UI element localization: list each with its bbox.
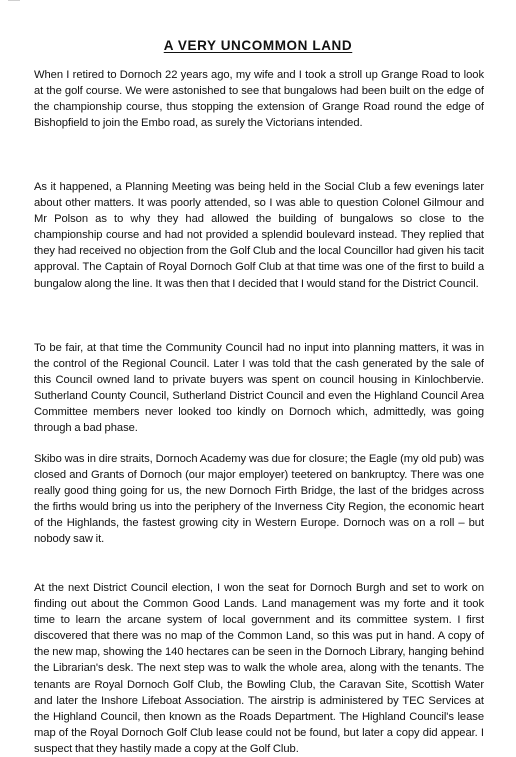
paragraph-4: Skibo was in dire straits, Dornoch Academy was due for closure; the Eagle (my old pub) was closed and Grants of Dornoch (our major employer) teetered on bankruptcy. There was one really good thing going for us, the new Dornoch Firth Bridge, the last of the bridges across the firths would bring us into the periphery of the Inverness City Region, the economic heart of the Highlands, the fastest growing city in Western Europe. Dornoch was on a roll – but nobody saw it. — [34, 453, 484, 546]
paragraph-3: To be fair, at that time the Community Council had no input into planning matters, it was in the control of the Regional Council. Later I was told that the cash generated by the sale of this Council owned land to private buyers was spent on council housing in Kinlochbervie. Sutherland County Council, Sutherland District Council and even the Highland Council Area Committee members never looked too kindly on Dornoch which, admittedly, was going through a bad phase. — [34, 342, 484, 435]
scan-corner-mark — [8, 0, 20, 9]
paragraph-2: As it happened, a Planning Meeting was being held in the Social Club a few evenings later about other matters. It was poorly attended, so I was able to question Colonel Gilmour and Mr Polson as to why they had allowed the building of bungalows so close to the championship course and had not provided a splendid boulevard instead. They replied that they had received no objection from the Golf Club and the local Councillor had given his tacit approval. The Captain of Royal Dornoch Golf Club at that time was one of the first to build a bungalow along the line. It was then that I decided that I would stand for the District Council. — [34, 181, 484, 290]
paragraph-5: At the next District Council election, I won the seat for Dornoch Burgh and set to work on finding out about the Common Good Lands. Land management was my forte and it took time to learn the arcane system of local government and its committee system. I first discovered that there was no map of the Common Land, so this was put in hand. A copy of the new map, showing the 140 hectares can be seen in the Dornoch Library, hanging behind the Librarian's desk. The next step was to walk the whole area, along with the tenants. The tenants are Royal Dornoch Golf Club, the Bowling Club, the Caravan Site, Scottish Water and later the Inshore Lifeboat Association. The airstrip is administered by TEC Services at the Highland Council, then known as the Roads Department. The Highland Council's lease map of the Royal Dornoch Golf Club lease could not be found, but later a copy did appear. I suspect that they hastily made a copy at the Golf Club. — [34, 582, 484, 755]
page-title — [0, 38, 516, 53]
paragraph-1: When I retired to Dornoch 22 years ago, my wife and I took a stroll up Grange Road to look at the golf course. We were astonished to see that bungalows had been built on the edge of the championship course, thus stopping the extension of Grange Road round the edge of Bishopfield to join the Embo road, as surely the Victorians intended. — [34, 69, 484, 130]
page-title-text: A VERY UNCOMMON LAND — [163, 38, 353, 53]
